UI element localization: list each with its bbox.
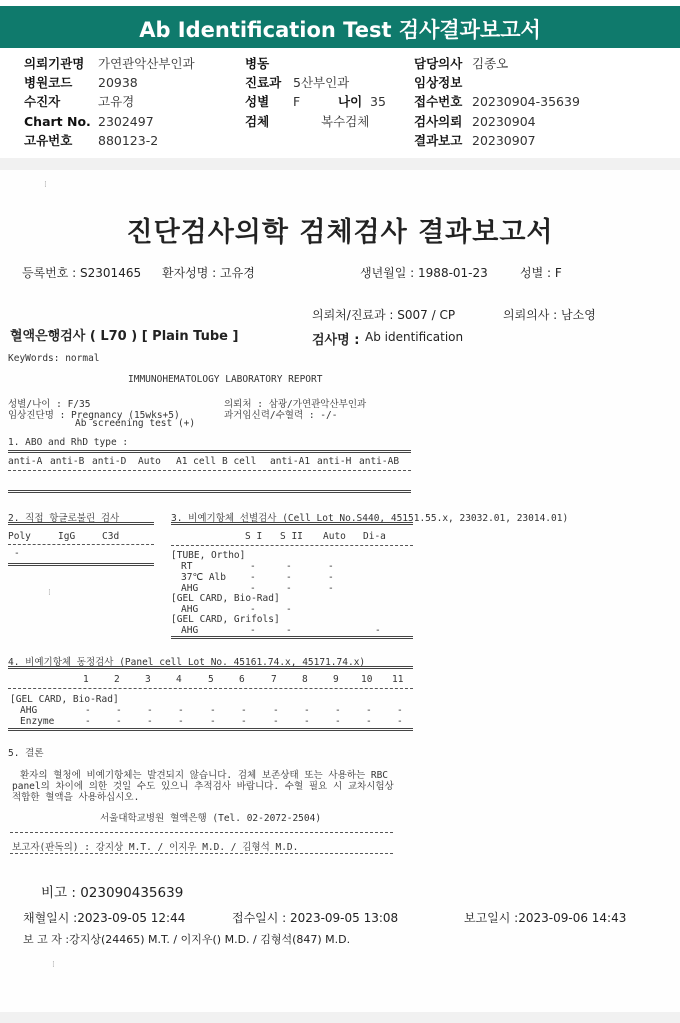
meta-hospital-code: 병원코드 20938 bbox=[24, 75, 138, 90]
screen-grifols-ahg-s1: - bbox=[250, 625, 256, 636]
hospital-blood-bank: 서울대학교병원 혈액은행 (Tel. 02-2072-2504) bbox=[100, 813, 322, 824]
section3-rule-top bbox=[171, 522, 413, 525]
panel-enzyme-1: - bbox=[85, 716, 91, 727]
meta-unique-no: 고유번호 880123-2 bbox=[24, 133, 159, 148]
birth-date: 생년월일 : 1988-01-23 bbox=[360, 266, 488, 280]
dat-col-igg: IgG bbox=[58, 531, 76, 542]
panel-enzyme-4: - bbox=[178, 716, 184, 727]
patient-meta-panel bbox=[0, 52, 680, 154]
abo-col-b-cell: B cell bbox=[222, 456, 257, 467]
section4-rule-mid bbox=[8, 688, 413, 689]
reporter-rule-bottom bbox=[10, 853, 393, 854]
section2-rule-top bbox=[8, 522, 154, 525]
conclusion-line-2: panel의 차이에 의한 것일 수도 있으니 추적검사 바랍니다. 수혈 필요 시 교차시험상 bbox=[12, 781, 394, 792]
panel-enzyme-11: - bbox=[397, 716, 403, 727]
abo-col-anti-h: anti-H bbox=[317, 456, 352, 467]
screen-grifols-ahg-dia: - bbox=[375, 625, 381, 636]
screen-col-s2: S II bbox=[280, 531, 303, 542]
test-name-label: 검사명 : bbox=[312, 333, 360, 348]
screen-row-grifols-ahg: AHG bbox=[181, 625, 199, 636]
screen-rt-auto: - bbox=[328, 561, 334, 572]
abo-col-auto: Auto bbox=[138, 456, 161, 467]
panel-col-2: 2 bbox=[114, 674, 120, 685]
panel-row-ahg: AHG bbox=[20, 705, 38, 716]
meta-age: 나이 35 bbox=[338, 94, 386, 109]
section-separator bbox=[0, 158, 680, 170]
diagnosis: 임상진단명 : Pregnancy (15wks+5) bbox=[8, 410, 180, 421]
section2-rule-mid bbox=[8, 544, 154, 545]
test-group: 혈액은행검사 ( L70 ) [ Plain Tube ] bbox=[10, 329, 239, 344]
panel-ahg-11: - bbox=[397, 705, 403, 716]
panel-col-3: 3 bbox=[145, 674, 151, 685]
meta-receipt-no: 접수번호 20230904-35639 bbox=[414, 94, 580, 109]
screen-rt-s2: - bbox=[286, 561, 292, 572]
screen-ahg-s2: - bbox=[286, 583, 292, 594]
meta-requesting-institution: 의뢰기관명 가연관악산부인과 bbox=[24, 56, 195, 71]
collection-datetime: 채혈일시 :2023-09-05 12:44 bbox=[23, 911, 186, 925]
conclusion-line-3: 적합한 혈액을 사용하십시오. bbox=[12, 792, 140, 803]
screen-row-tube-ortho: [TUBE, Ortho] bbox=[171, 550, 246, 561]
section1-rule-bottom bbox=[8, 490, 411, 493]
scan-artifact: ⁞ bbox=[52, 960, 55, 970]
screen-ahg-auto: - bbox=[328, 583, 334, 594]
panel-col-1: 1 bbox=[83, 674, 89, 685]
screen-alb-auto: - bbox=[328, 572, 334, 583]
diagnosis-screening: Ab screening test (+) bbox=[75, 418, 196, 429]
screen-col-s1: S I bbox=[245, 531, 263, 542]
screen-alb-s2: - bbox=[286, 572, 292, 583]
screen-row-gel-grifols: [GEL CARD, Grifols] bbox=[171, 614, 280, 625]
dat-result: - bbox=[14, 548, 20, 559]
scanned-report bbox=[0, 170, 680, 1012]
section3-title: 3. 비예기항체 선별검사 (Cell Lot No.S440, 45151.55.x, 23032.01, 23014.01) bbox=[171, 513, 569, 524]
page-bottom-band bbox=[0, 1012, 680, 1023]
remark: 비고 : 023090435639 bbox=[41, 885, 184, 901]
section2-title: 2. 직접 항글로불린 검사 bbox=[8, 513, 120, 524]
panel-enzyme-2: - bbox=[116, 716, 122, 727]
conclusion-line-1: 환자의 혈청에 비예기항체는 발견되지 않습니다. 검체 보존상태 또는 사용하는 RBC bbox=[20, 770, 389, 781]
meta-sex: 성별 F bbox=[245, 94, 301, 109]
report-title: 진단검사의학 검체검사 결과보고서 bbox=[126, 217, 554, 248]
panel-enzyme-8: - bbox=[304, 716, 310, 727]
panel-row-enzyme: Enzyme bbox=[20, 716, 55, 727]
meta-clinical-info: 임상정보 bbox=[414, 75, 463, 90]
panel-ahg-10: - bbox=[366, 705, 372, 716]
abo-col-a1-cell: A1 cell bbox=[176, 456, 217, 467]
section4-rule-top bbox=[8, 666, 413, 669]
sex-age: 성별/나이 : F/35 bbox=[8, 399, 91, 410]
meta-ward: 병동 bbox=[245, 56, 270, 71]
screen-row-biorad-ahg: AHG bbox=[181, 604, 199, 615]
receipt-datetime: 접수일시 : 2023-09-05 13:08 bbox=[232, 911, 399, 925]
panel-ahg-1: - bbox=[85, 705, 91, 716]
section1-rule-mid bbox=[8, 470, 411, 471]
screen-grifols-ahg-s2: - bbox=[286, 625, 292, 636]
reporters: 보고자(판독의) : 강지상 M.T. / 이지우 M.D. / 김형석 M.D. bbox=[12, 842, 299, 853]
reporter-rule-top bbox=[10, 832, 393, 833]
pregnancy-transfusion-history: 과거임신력/수혈력 : -/- bbox=[224, 410, 338, 421]
registration-no: 등록번호 : S2301465 bbox=[22, 266, 142, 280]
section1-title: 1. ABO and RhD type : bbox=[8, 437, 129, 448]
panel-col-9: 9 bbox=[333, 674, 339, 685]
abo-col-anti-b: anti-B bbox=[50, 456, 85, 467]
screen-row-gel-biorad: [GEL CARD, Bio-Rad] bbox=[171, 593, 280, 604]
section2-rule-bottom bbox=[8, 563, 154, 566]
screen-ahg-s1: - bbox=[250, 583, 256, 594]
section1-rule-top bbox=[8, 450, 411, 453]
panel-ahg-5: - bbox=[210, 705, 216, 716]
abo-col-anti-a: anti-A bbox=[8, 456, 43, 467]
abo-col-anti-ab: anti-AB bbox=[359, 456, 400, 467]
panel-col-6: 6 bbox=[239, 674, 245, 685]
requesting-doctor: 의뢰의사 : 남소영 bbox=[503, 308, 596, 322]
dat-col-poly: Poly bbox=[8, 531, 31, 542]
screen-row-rt: RT bbox=[181, 561, 193, 572]
meta-patient-name: 수진자 고유경 bbox=[24, 94, 135, 109]
section5-title: 5. 결론 bbox=[8, 748, 44, 759]
panel-enzyme-6: - bbox=[241, 716, 247, 727]
abo-col-anti-a1: anti-A1 bbox=[270, 456, 311, 467]
report-header-bar bbox=[0, 6, 680, 48]
report-header-title: Ab Identification Test 검사결과보고서 bbox=[139, 18, 541, 42]
panel-col-11: 11 bbox=[392, 674, 404, 685]
screen-alb-s1: - bbox=[250, 572, 256, 583]
meta-report-date: 결과보고 20230907 bbox=[414, 133, 536, 148]
panel-ahg-2: - bbox=[116, 705, 122, 716]
meta-department: 진료과 5산부인과 bbox=[245, 75, 350, 90]
panel-col-7: 7 bbox=[271, 674, 277, 685]
section3-rule-mid bbox=[171, 545, 413, 546]
dat-col-c3d: C3d bbox=[102, 531, 120, 542]
panel-ahg-8: - bbox=[304, 705, 310, 716]
clinic: 의뢰처 : 삼광/가연관악산부인과 bbox=[224, 399, 367, 410]
panel-enzyme-10: - bbox=[366, 716, 372, 727]
requester-dept: 의뢰처/진료과 : S007 / CP bbox=[312, 308, 456, 322]
panel-col-10: 10 bbox=[361, 674, 373, 685]
section4-rule-bottom bbox=[8, 728, 413, 731]
meta-request-date: 검사의뢰 20230904 bbox=[414, 114, 536, 129]
meta-chart-no: Chart No. 2302497 bbox=[24, 114, 154, 129]
abo-col-anti-d: anti-D bbox=[92, 456, 127, 467]
screen-row-ahg: AHG bbox=[181, 583, 199, 594]
lab-report-title: IMMUNOHEMATOLOGY LABORATORY REPORT bbox=[128, 374, 323, 385]
report-datetime: 보고일시 :2023-09-06 14:43 bbox=[464, 911, 627, 925]
screen-biorad-ahg-s2: - bbox=[286, 604, 292, 615]
scan-artifact: ⁞ bbox=[48, 588, 51, 598]
panel-col-4: 4 bbox=[176, 674, 182, 685]
panel-enzyme-9: - bbox=[335, 716, 341, 727]
patient-name: 환자성명 : 고유경 bbox=[162, 266, 255, 280]
screen-rt-s1: - bbox=[250, 561, 256, 572]
panel-ahg-4: - bbox=[178, 705, 184, 716]
panel-enzyme-7: - bbox=[273, 716, 279, 727]
meta-attending-doctor: 담당의사 김종오 bbox=[414, 56, 509, 71]
panel-col-5: 5 bbox=[208, 674, 214, 685]
screen-biorad-ahg-s1: - bbox=[250, 604, 256, 615]
reporter-line: 보 고 자 :강지상(24465) M.T. / 이지우() M.D. / 김형석(847) M.D. bbox=[23, 933, 351, 946]
scan-artifact: ⁞ bbox=[44, 180, 47, 190]
panel-ahg-3: - bbox=[147, 705, 153, 716]
panel-ahg-7: - bbox=[273, 705, 279, 716]
meta-specimen: 검체 복수검체 bbox=[245, 114, 370, 129]
screen-col-auto: Auto bbox=[323, 531, 346, 542]
panel-ahg-9: - bbox=[335, 705, 341, 716]
panel-ahg-6: - bbox=[241, 705, 247, 716]
section4-title: 4. 비예기항체 동정검사 (Panel cell Lot No. 45161.74.x, 45171.74.x) bbox=[8, 657, 366, 668]
keywords: KeyWords: normal bbox=[8, 353, 100, 364]
panel-col-8: 8 bbox=[302, 674, 308, 685]
panel-enzyme-3: - bbox=[147, 716, 153, 727]
screen-row-37c-alb: 37℃ Alb bbox=[181, 572, 226, 583]
panel-group-gel-biorad: [GEL CARD, Bio-Rad] bbox=[10, 694, 119, 705]
section3-rule-bottom bbox=[171, 636, 413, 639]
panel-enzyme-5: - bbox=[210, 716, 216, 727]
patient-sex: 성별 : F bbox=[520, 266, 562, 280]
screen-col-dia: Di-a bbox=[363, 531, 386, 542]
test-name: Ab identification bbox=[365, 330, 464, 344]
